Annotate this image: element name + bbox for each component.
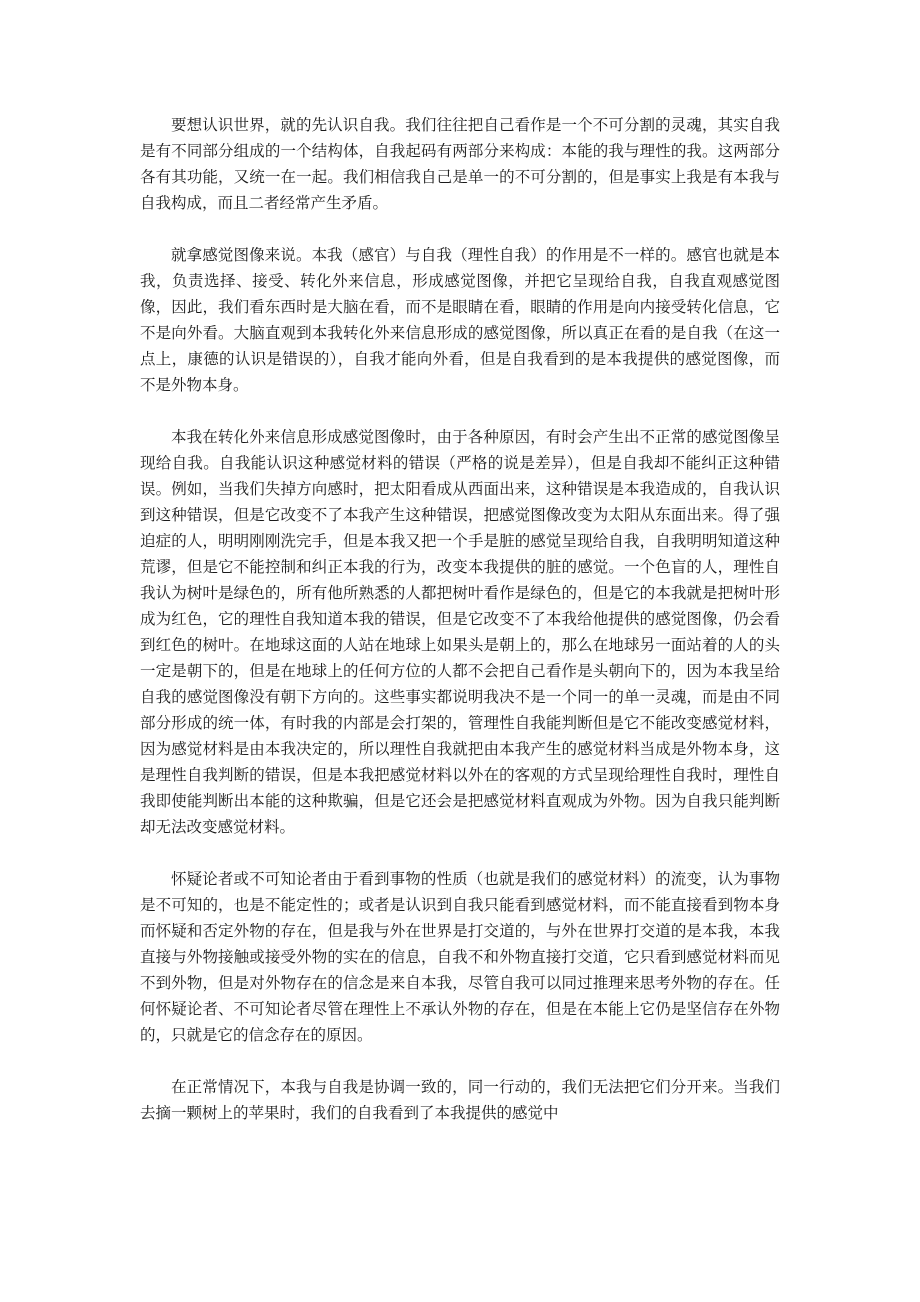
paragraph-sensory-image: 就拿感觉图像来说。本我（感官）与自我（理性自我）的作用是不一样的。感官也就是本我，负责选择、接受、转化外来信息，形成感觉图像，并把它呈现给自我，自我直观感觉图像，因此，我们看东西时是大脑在看，而不是眼睛在看，眼睛的作用是向内接受转化信息，它不是向外看。大脑直观到本我转化外来信息形成的感觉图像，所以真正在看的是自我（在这一点上，康德的认识是错误的），自我才能向外看，但是自我看到的是本我提供的感觉图像，而不是外物本身。: [140, 246, 780, 394]
paragraph-self-structure: 要想认识世界，就的先认识自我。我们往往把自己看作是一个不可分割的灵魂，其实自我是有不同部分组成的一个结构体，自我起码有两部分来构成：本能的我与理性的我。这两部分各有其功能，又统一在一起。我们相信我自己是单一的不可分割的，但是事实上我是有本我与自我构成，而且二者经常产生矛盾。: [140, 116, 780, 212]
paragraph-skepticism: 怀疑论者或不可知论者由于看到事物的性质（也就是我们的感觉材料）的流变，认为事物是不可知的，也是不能定性的；或者是认识到自我只能看到感觉材料，而不能直接看到物本身而怀疑和否定外物的存在，但是我与外在世界是打交道的，与外在世界打交道的是本我，本我直接与外物接触或接受外物的实在的信息，自我不和外物直接打交道，它只看到感觉材料而见不到外物，但是对外物存在的信念是来自本我，尽管自我可以同过推理来思考外物的存在。任何怀疑论者、不可知论者尽管在理性上不承认外物的存在，但是在本能上它仍是坚信存在外物的，只就是它的信念存在的原因。: [140, 870, 780, 1044]
paragraph-perception-errors: 本我在转化外来信息形成感觉图像时，由于各种原因，有时会产生出不正常的感觉图像呈现给自我。自我能认识这种感觉材料的错误（严格的说是差异），但是自我却不能纠正这种错误。例如，当我们失掉方向感时，把太阳看成从西面出来，这种错误是本我造成的，自我认识到这种错误，但是它改变不了本我产生这种错误，把感觉图像改变为太阳从东面出来。得了强迫症的人，明明刚刚洗完手，但是本我又把一个手是脏的感觉呈现给自我，自我明明知道这种荒谬，但是它不能控制和纠正本我的行为，改变本我提供的脏的感觉。一个色盲的人，理性自我认为树叶是绿色的，所有他所熟悉的人都把树叶看作是绿色的，但是它的本我就是把树叶形成为红色，它的理性自我知道本我的错误，但是它改变不了本我给他提供的感觉图像，仍会看到红色的树叶。在地球这面的人站在地球上如果头是朝上的，那么在地球另一面站着的人的头一定是朝下的，但是在地球上的任何方位的人都不会把自己看作是头朝向下的，因为本我呈给自我的感觉图像没有朝下方向的。这些事实都说明我决不是一个同一的单一灵魂，而是由不同部分形成的统一体，有时我的内部是会打架的，管理性自我能判断但是它不能改变感觉材料，因为感觉材料是由本我决定的，所以理性自我就把由本我产生的感觉材料当成是外物本身，这是理性自我判断的错误，但是本我把感觉材料以外在的客观的方式呈现给理性自我时，理性自我即使能判断出本能的这种欺骗，但是它还会是把感觉材料直观成为外物。因为自我只能判断却无法改变感觉材料。: [140, 428, 780, 836]
document-page: [140, 112, 780, 1126]
paragraph-normal-coordination: 在正常情况下，本我与自我是协调一致的，同一行动的，我们无法把它们分开来。当我们去摘一颗树上的苹果时，我们的自我看到了本我提供的感觉中: [140, 1078, 780, 1122]
